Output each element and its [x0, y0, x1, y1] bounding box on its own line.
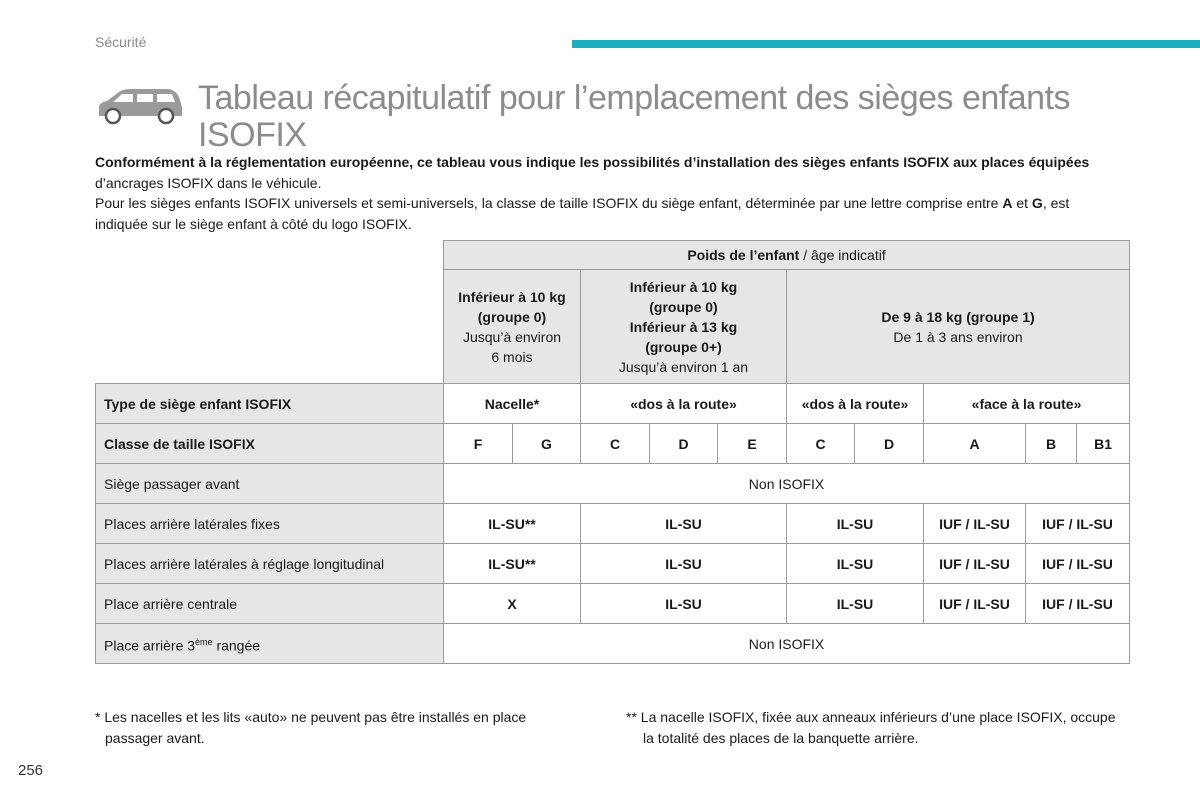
- car-icon: [93, 85, 185, 129]
- table-cell: IL-SU: [787, 544, 924, 584]
- group0plus-line2: (groupe 0): [649, 298, 718, 315]
- table-cell: IUF / IL-SU: [924, 584, 1026, 624]
- group0-line3: Jusqu’à environ: [462, 328, 562, 345]
- seat-type-rear-facing-2: «dos à la route»: [787, 384, 924, 424]
- group0-line1: Inférieur à 10 kg: [458, 288, 566, 305]
- isofix-table: [95, 240, 1130, 664]
- intro-p2-mid: et: [1012, 195, 1032, 211]
- weight-header-row: [96, 241, 1130, 270]
- row-label-third-row: [96, 624, 444, 664]
- size-class-cell: D: [855, 424, 924, 464]
- table-cell: IUF / IL-SU: [924, 544, 1026, 584]
- table-row: [96, 504, 1130, 544]
- size-class-cell: C: [787, 424, 855, 464]
- row-label-front-passenger: Siège passager avant: [96, 464, 444, 504]
- seat-type-label: Type de siège enfant ISOFIX: [96, 384, 444, 424]
- size-class-cell: B: [1026, 424, 1077, 464]
- seat-type-nacelle: Nacelle*: [444, 384, 581, 424]
- table-row: [96, 584, 1130, 624]
- group0plus-line1: Inférieur à 10 kg: [629, 278, 738, 295]
- table-cell: IL-SU**: [444, 544, 581, 584]
- front-passenger-value: Non ISOFIX: [444, 464, 1130, 504]
- size-class-cell: C: [581, 424, 650, 464]
- size-class-cell: B1: [1077, 424, 1130, 464]
- row-label-rear-center: Place arrière centrale: [96, 584, 444, 624]
- table-cell: IUF / IL-SU: [1026, 504, 1130, 544]
- third-row-label-sup: ème: [195, 636, 213, 647]
- group0plus-line4: (groupe 0+): [645, 338, 722, 355]
- intro-text: [95, 152, 1115, 234]
- table-cell: IL-SU: [581, 584, 787, 624]
- group0plus-header: [581, 270, 787, 384]
- table-cell: IL-SU: [787, 584, 924, 624]
- group1-header: [787, 270, 1130, 384]
- page-title: Tableau récapitulatif pour l’emplacement des sièges enfants ISOFIX: [198, 79, 1071, 154]
- table-cell: IUF / IL-SU: [924, 504, 1026, 544]
- intro-lead: Conformément à la réglementation européenne, ce tableau vous indique les possibilités d’installation des sièges enfants ISOFIX aux places équipées: [95, 154, 1090, 170]
- seat-type-rear-facing-1: «dos à la route»: [581, 384, 787, 424]
- weight-header-bold: Poids de l’enfant: [687, 247, 800, 263]
- group0-header: [444, 270, 581, 384]
- third-row-label-post: rangée: [212, 637, 261, 654]
- third-row-value: Non ISOFIX: [444, 624, 1130, 664]
- third-row-label-pre: Place arrière 3: [104, 637, 196, 654]
- section-label: Sécurité: [95, 34, 147, 50]
- seat-type-forward-facing: «face à la route»: [924, 384, 1130, 424]
- intro-lead-cont: d’ancrages ISOFIX dans le véhicule.: [95, 174, 322, 191]
- footnote-1: [95, 707, 585, 748]
- size-class-cell: E: [718, 424, 787, 464]
- footnote-2-text: ** La nacelle ISOFIX, fixée aux anneaux inférieurs d’une place ISOFIX, occupe la totalité des places de la banquette arrière.: [626, 709, 1116, 746]
- footnote-2: [626, 707, 1126, 748]
- page-number: 256: [18, 762, 44, 779]
- group0plus-line5: Jusqu’à environ 1 an: [618, 358, 749, 375]
- table-cell: IUF / IL-SU: [1026, 584, 1130, 624]
- size-class-cell: A: [924, 424, 1026, 464]
- row-label-rear-adjustable: Places arrière latérales à réglage longitudinal: [96, 544, 444, 584]
- group0-line4: 6 mois: [491, 348, 533, 365]
- table-row: [96, 464, 1130, 504]
- weight-header-rest: / âge indicatif: [799, 247, 886, 263]
- size-class-cell: F: [444, 424, 513, 464]
- weight-header: [444, 241, 1130, 270]
- intro-p2-a: A: [1002, 195, 1013, 211]
- table-cell: X: [444, 584, 581, 624]
- group1-line2: De 1 à 3 ans environ: [893, 328, 1023, 345]
- intro-p2-pre: Pour les sièges enfants ISOFIX universels et semi-universels, la classe de taille ISOFIX du siège enfant, déterminée par une lettre comprise entre: [95, 195, 1003, 211]
- row-label-rear-fixed: Places arrière latérales fixes: [96, 504, 444, 544]
- size-class-row: [96, 424, 1130, 464]
- group0-line2: (groupe 0): [477, 308, 547, 325]
- size-class-label: Classe de taille ISOFIX: [96, 424, 444, 464]
- size-class-cell: D: [650, 424, 718, 464]
- empty-corner: [96, 241, 444, 384]
- seat-type-row: [96, 384, 1130, 424]
- table-row: [96, 624, 1130, 664]
- group1-line1: De 9 à 18 kg (groupe 1): [881, 308, 1035, 325]
- table-cell: IL-SU: [787, 504, 924, 544]
- group0plus-line3: Inférieur à 13 kg: [629, 318, 738, 335]
- footnote-1-text: * Les nacelles et les lits «auto» ne peuvent pas être installés en place passager avant.: [95, 709, 527, 746]
- table-cell: IUF / IL-SU: [1026, 544, 1130, 584]
- intro-p2-post: , est indiquée sur le siège enfant à côté du logo ISOFIX.: [95, 195, 1070, 232]
- size-class-cell: G: [513, 424, 581, 464]
- table-row: [96, 544, 1130, 584]
- table-cell: IL-SU: [581, 504, 787, 544]
- table-cell: IL-SU: [581, 544, 787, 584]
- intro-p2-g: G: [1031, 195, 1043, 211]
- header-accent-bar: [572, 40, 1200, 48]
- table-cell: IL-SU**: [444, 504, 581, 544]
